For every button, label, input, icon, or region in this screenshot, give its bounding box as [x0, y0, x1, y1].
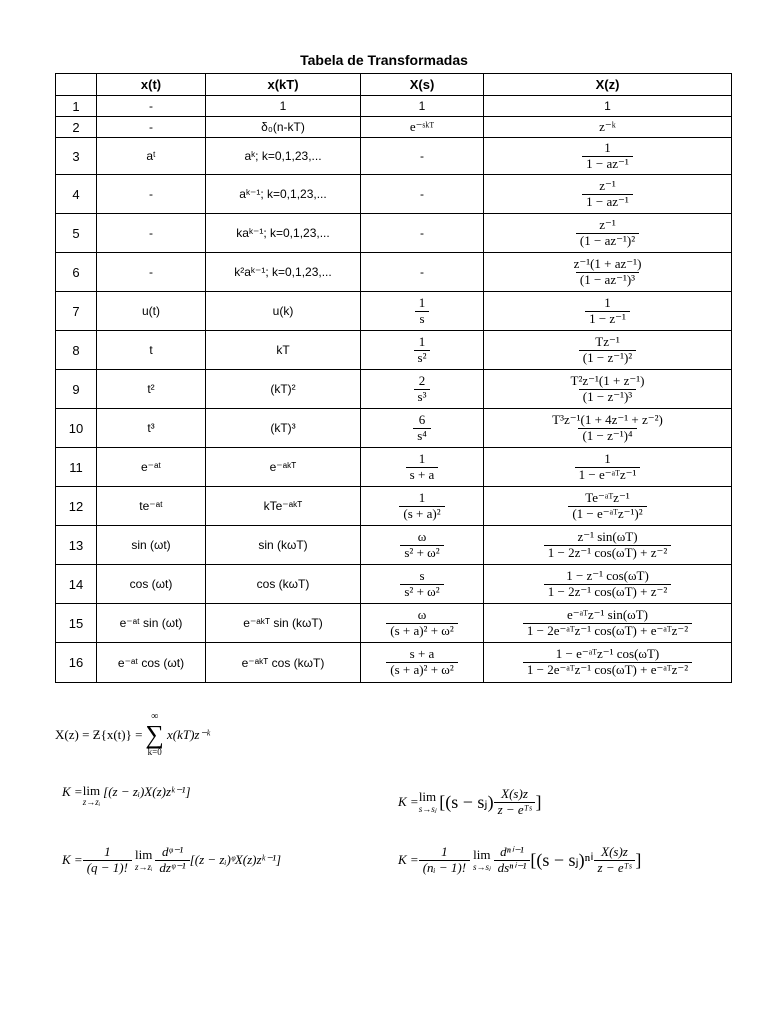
table-row [56, 292, 732, 331]
table-row [56, 643, 732, 683]
table-title: Tabela de Transformadas [300, 52, 468, 68]
cell-xkt: e⁻ᵃᵏᵀ sin (kωT) [206, 604, 361, 643]
cell-xkt: kTe⁻ᵃᵏᵀ [206, 487, 361, 526]
denominator: 1 − 2e⁻ᵃᵀz⁻¹ cos(ωT) + e⁻ᵃᵀz⁻² [523, 662, 692, 678]
cell-xt: - [97, 253, 206, 292]
residue-formula-3 [62, 845, 281, 876]
cell-xz [484, 526, 732, 565]
k3-den: (q − 1)! [83, 860, 132, 876]
table-row [56, 526, 732, 565]
header-xz: X(z) [484, 74, 732, 96]
k3-fraction [83, 845, 132, 876]
xz-fraction [582, 179, 633, 210]
numerator: 1 [604, 450, 611, 466]
k3-lim-sub: z→zᵢ [134, 861, 153, 872]
cell-xz [484, 448, 732, 487]
table-row [56, 370, 732, 409]
row-index: 10 [56, 409, 97, 448]
cell-xz [484, 138, 732, 175]
cell-xs [361, 448, 484, 487]
numerator: 6 [418, 411, 426, 427]
cell-xt: e⁻ᵃᵗ [97, 448, 206, 487]
numerator: s [419, 567, 425, 583]
cell-xz: 1 [484, 96, 732, 117]
cell-xkt: e⁻ᵃᵏᵀ [206, 448, 361, 487]
denominator: s² + ω² [400, 545, 443, 561]
numerator: Te⁻ᵃᵀz⁻¹ [585, 489, 630, 505]
xs-fraction [386, 647, 458, 678]
cell-xt: te⁻ᵃᵗ [97, 487, 206, 526]
k4-den2: z − eᵀˢ [594, 860, 636, 876]
cell-xkt: aᵏ; k=0,1,23,... [206, 138, 361, 175]
cell-xs: - [361, 253, 484, 292]
summation [145, 712, 164, 757]
xs-fraction [400, 569, 443, 600]
xz-fraction [523, 647, 692, 678]
numerator: 1 [604, 139, 611, 155]
header-xs: X(s) [361, 74, 484, 96]
cell-xz [484, 604, 732, 643]
k4-den: (nᵢ − 1)! [419, 860, 470, 876]
xs-fraction [406, 452, 439, 483]
k2-lim: lim [418, 789, 437, 805]
k3-derivative [155, 845, 189, 876]
cell-xt: e⁻ᵃᵗ sin (ωt) [97, 604, 206, 643]
denominator: s + a [406, 467, 439, 483]
cell-xkt: aᵏ⁻¹; k=0,1,23,... [206, 175, 361, 214]
xs-fraction [414, 335, 431, 366]
numerator: Tz⁻¹ [595, 333, 620, 349]
denominator: (1 − z⁻¹)² [579, 350, 636, 366]
xs-fraction [415, 296, 430, 327]
numerator: 1 [418, 294, 426, 310]
cell-xt: e⁻ᵃᵗ cos (ωt) [97, 643, 206, 683]
cell-xs [361, 604, 484, 643]
k4-lim: lim [473, 847, 491, 863]
xz-fraction [576, 218, 639, 249]
row-index: 8 [56, 331, 97, 370]
xz-fraction [568, 491, 646, 522]
cell-xs: - [361, 214, 484, 253]
k3-rhs: [(z − zᵢ)ᵠX(z)zᵏ⁻¹] [189, 852, 282, 868]
cell-xt: - [97, 96, 206, 117]
k3-lhs: K = [62, 852, 83, 868]
cell-xs: - [361, 175, 484, 214]
numerator: ω [417, 528, 427, 544]
numerator: s + a [409, 646, 435, 662]
k2-fraction [494, 787, 536, 818]
cell-xt: - [97, 214, 206, 253]
row-index: 5 [56, 214, 97, 253]
numerator: ω [417, 606, 427, 622]
denominator: s² + ω² [400, 584, 443, 600]
cell-xs [361, 292, 484, 331]
row-index: 4 [56, 175, 97, 214]
row-index: 13 [56, 526, 97, 565]
k3-limit [135, 848, 152, 872]
cell-xz [484, 175, 732, 214]
cell-xt: t² [97, 370, 206, 409]
cell-xz [484, 643, 732, 683]
k2-num: X(s)z [501, 786, 528, 801]
residue-formula-2 [398, 787, 541, 818]
row-index: 3 [56, 138, 97, 175]
xs-fraction [414, 374, 431, 405]
numerator: T³z⁻¹(1 + 4z⁻¹ + z⁻²) [552, 411, 663, 427]
k2-close: ] [535, 791, 542, 812]
cell-xz [484, 370, 732, 409]
k4-close: ] [635, 849, 642, 870]
xz-fraction [575, 452, 641, 483]
denominator: s² [414, 350, 431, 366]
table-row [56, 175, 732, 214]
row-index: 7 [56, 292, 97, 331]
header-xt: x(t) [97, 74, 206, 96]
k4-num2: X(s)z [601, 844, 628, 859]
row-index: 12 [56, 487, 97, 526]
k2-limit [419, 790, 437, 814]
numerator: 1 [418, 489, 426, 505]
k2-bracket: [(s − sⱼ) [439, 791, 494, 812]
cell-xkt: u(k) [206, 292, 361, 331]
table-row [56, 448, 732, 487]
denominator: s [415, 311, 428, 327]
k4-fraction-2 [594, 845, 636, 876]
table-row [56, 409, 732, 448]
table-row [56, 138, 732, 175]
xz-fraction [548, 413, 667, 444]
cell-xkt: (kT)³ [206, 409, 361, 448]
transform-table [55, 73, 732, 683]
k1-lim: lim [82, 783, 101, 798]
residue-formula-4 [398, 845, 641, 876]
k1-lhs: K = [62, 784, 83, 799]
row-index: 1 [56, 96, 97, 117]
cell-xs: - [361, 138, 484, 175]
xs-fraction [399, 491, 444, 522]
ztransform-rhs: x(kT)z⁻ᵏ [166, 726, 210, 742]
cell-xkt: (kT)² [206, 370, 361, 409]
numerator: 1 − z⁻¹ cos(ωT) [566, 567, 649, 583]
denominator: 1 − 2z⁻¹ cos(ωT) + z⁻² [544, 584, 671, 600]
table-row [56, 214, 732, 253]
sum-lower: k=0 [147, 747, 162, 757]
cell-xt: u(t) [97, 292, 206, 331]
cell-xs [361, 331, 484, 370]
header-index [56, 74, 97, 96]
cell-xt: sin (ωt) [97, 526, 206, 565]
k2-lim-sub: s→sⱼ [418, 803, 437, 814]
xs-fraction [386, 608, 458, 639]
cell-xz [484, 487, 732, 526]
table-row [56, 117, 732, 138]
cell-xt: - [97, 175, 206, 214]
denominator: (s + a)² + ω² [386, 623, 458, 639]
xz-fraction [570, 257, 646, 288]
table-row [56, 604, 732, 643]
numerator: z⁻¹(1 + az⁻¹) [573, 255, 642, 271]
row-index: 2 [56, 117, 97, 138]
cell-xkt: cos (kωT) [206, 565, 361, 604]
cell-xt: - [97, 117, 206, 138]
ztransform-lhs: X(z) = Ƶ{x(t)} = [55, 726, 143, 742]
xs-fraction [400, 530, 443, 561]
cell-xkt: kT [206, 331, 361, 370]
cell-xkt: δ₀(n-kT) [206, 117, 361, 138]
header-xkt: x(kT) [206, 74, 361, 96]
denominator: (1 − e⁻ᵃᵀz⁻¹)² [568, 506, 646, 522]
k4-fraction [419, 845, 470, 876]
xz-fraction [582, 141, 633, 172]
numerator: z⁻¹ sin(ωT) [577, 528, 638, 544]
cell-xt: t³ [97, 409, 206, 448]
k1-rhs: [(z − zᵢ)X(z)zᵏ⁻¹] [103, 784, 191, 799]
cell-xt: aᵗ [97, 138, 206, 175]
sum-upper: ∞ [151, 711, 159, 722]
numerator: z⁻¹ [599, 216, 616, 232]
cell-xz [484, 565, 732, 604]
table-row [56, 253, 732, 292]
k4-dnum: dⁿⁱ⁻¹ [500, 844, 524, 859]
xs-fraction [413, 413, 431, 444]
denominator: s⁴ [413, 428, 431, 444]
k3-num: 1 [104, 844, 111, 859]
cell-xs [361, 370, 484, 409]
cell-xt: cos (ωt) [97, 565, 206, 604]
numerator: 1 − e⁻ᵃᵀz⁻¹ cos(ωT) [555, 646, 660, 662]
k4-lhs: K = [398, 852, 419, 868]
cell-xkt: sin (kωT) [206, 526, 361, 565]
cell-xkt: kaᵏ⁻¹; k=0,1,23,... [206, 214, 361, 253]
table-row [56, 96, 732, 117]
cell-xz [484, 214, 732, 253]
numerator: z⁻¹ [599, 177, 616, 193]
xz-fraction [585, 296, 630, 327]
numerator: 1 [418, 450, 426, 466]
numerator: T²z⁻¹(1 + z⁻¹) [570, 372, 645, 388]
denominator: 1 − 2e⁻ᵃᵀz⁻¹ cos(ωT) + e⁻ᵃᵀz⁻² [523, 623, 692, 639]
row-index: 15 [56, 604, 97, 643]
cell-xs [361, 643, 484, 683]
denominator: (s + a)² [399, 506, 444, 522]
denominator: (s + a)² + ω² [386, 662, 458, 678]
cell-xz [484, 409, 732, 448]
cell-xt: t [97, 331, 206, 370]
numerator: 2 [418, 372, 426, 388]
cell-xkt: 1 [206, 96, 361, 117]
cell-xs [361, 565, 484, 604]
cell-xs [361, 409, 484, 448]
denominator: 1 − az⁻¹ [582, 194, 633, 210]
denominator: (1 − z⁻¹)³ [579, 389, 636, 405]
denominator: 1 − e⁻ᵃᵀz⁻¹ [575, 467, 641, 483]
cell-xkt: k²aᵏ⁻¹; k=0,1,23,... [206, 253, 361, 292]
denominator: 1 − az⁻¹ [582, 156, 633, 172]
row-index: 6 [56, 253, 97, 292]
row-index: 11 [56, 448, 97, 487]
cell-xz [484, 292, 732, 331]
denominator: 1 − 2z⁻¹ cos(ωT) + z⁻² [544, 545, 671, 561]
numerator: 1 [604, 294, 611, 310]
k4-lim-sub: s→sⱼ [473, 861, 491, 872]
denominator: 1 − z⁻¹ [585, 311, 630, 327]
k3-dnum: dᵠ⁻¹ [161, 844, 184, 859]
denominator: s³ [414, 389, 431, 405]
k2-lhs: K = [398, 794, 419, 810]
numerator: 1 [418, 333, 426, 349]
cell-xs [361, 487, 484, 526]
k1-lim-sub: z→zᵢ [82, 797, 101, 808]
cell-xz: z⁻ᵏ [484, 117, 732, 138]
xz-fraction [579, 335, 636, 366]
table-row [56, 487, 732, 526]
row-index: 9 [56, 370, 97, 409]
table-header-row [56, 74, 732, 96]
denominator: (1 − z⁻¹)⁴ [578, 428, 636, 444]
table-row [56, 331, 732, 370]
k4-bracket: [(s − sⱼ)ⁿⁱ [530, 849, 594, 870]
cell-xs: e⁻ˢᵏᵀ [361, 117, 484, 138]
xz-fraction [544, 569, 671, 600]
cell-xs: 1 [361, 96, 484, 117]
row-index: 14 [56, 565, 97, 604]
denominator: (1 − az⁻¹)² [576, 233, 639, 249]
k4-dden: dsⁿⁱ⁻¹ [494, 860, 531, 876]
table-row [56, 565, 732, 604]
xz-fraction [523, 608, 692, 639]
k1-limit [83, 784, 100, 808]
z-transform-definition [55, 712, 210, 757]
cell-xkt: e⁻ᵃᵏᵀ cos (kωT) [206, 643, 361, 683]
k4-num: 1 [441, 844, 448, 859]
denominator: (1 − az⁻¹)³ [576, 272, 639, 288]
sum-symbol: ∑ [145, 720, 164, 749]
cell-xs [361, 526, 484, 565]
xz-fraction [544, 530, 671, 561]
row-index: 16 [56, 643, 97, 683]
k4-limit [473, 848, 491, 872]
residue-formula-1 [62, 784, 191, 808]
cell-xz [484, 253, 732, 292]
k3-dden: dzᵠ⁻¹ [155, 860, 189, 876]
cell-xz [484, 331, 732, 370]
k2-den: z − eᵀˢ [494, 802, 536, 818]
numerator: e⁻ᵃᵀz⁻¹ sin(ωT) [566, 606, 648, 622]
k3-lim: lim [135, 847, 153, 863]
xz-fraction [567, 374, 649, 405]
k4-derivative [494, 845, 531, 876]
